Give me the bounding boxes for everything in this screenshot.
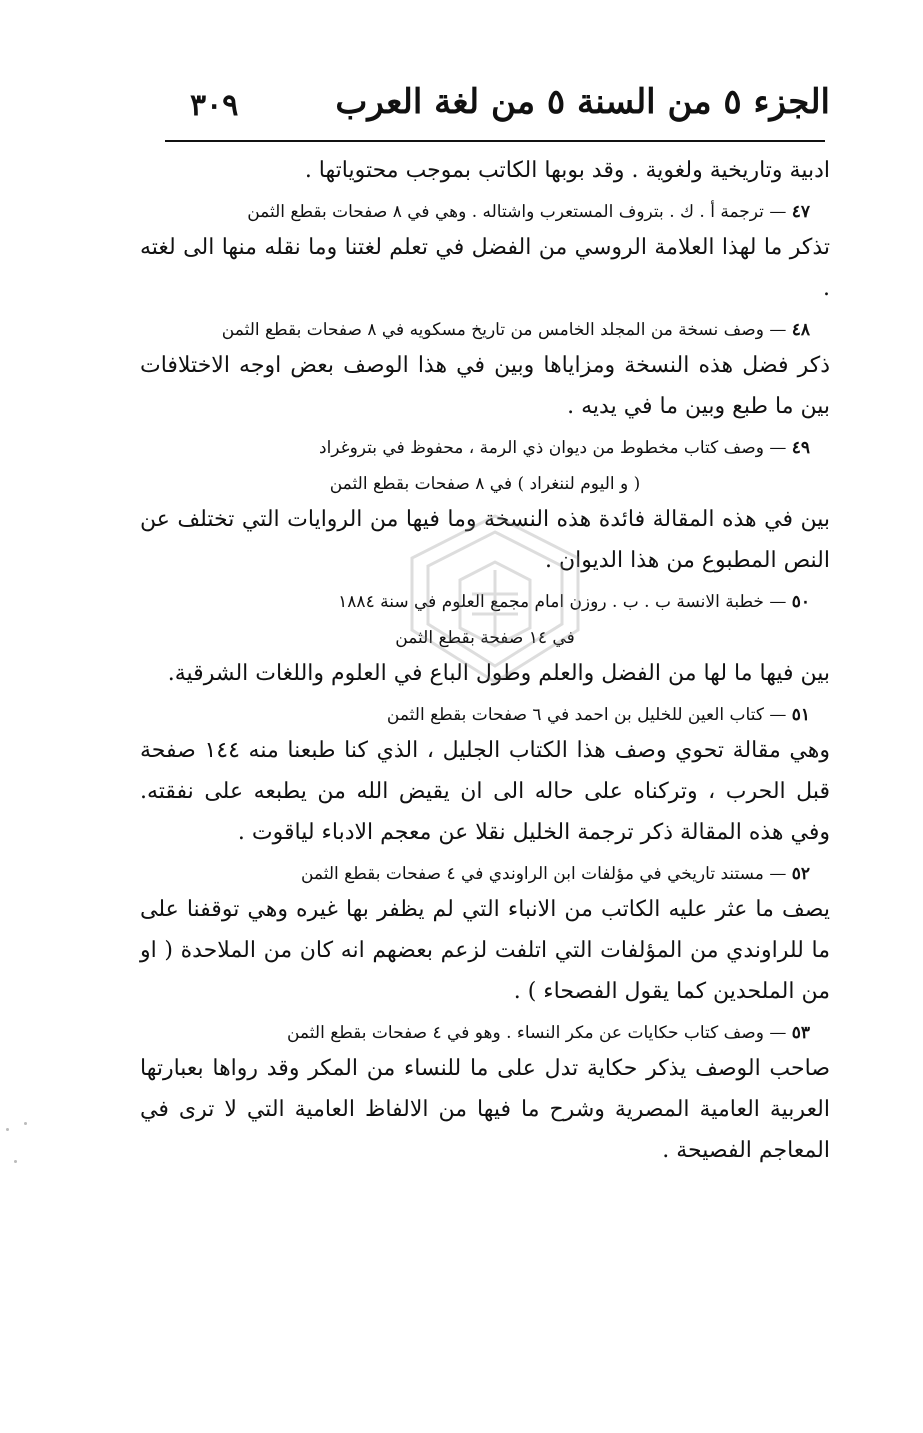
entry-title: — كتاب العين للخليل بن احمد في ٦ صفحات بقطع الثمن (386, 705, 787, 725)
entry-heading (140, 315, 810, 345)
entry-number: ٤٨ (791, 320, 810, 340)
page-body (140, 150, 830, 1171)
paragraph: بين فيها ما لها من الفضل والعلم وطول الباع في العلوم واللغات الشرقية. (167, 661, 830, 686)
entry-heading (140, 587, 810, 617)
entry-number: ٥٢ (791, 864, 810, 884)
entry-heading (140, 1018, 810, 1048)
paragraph: ادبية وتاريخية ولغوية . وقد بوبها الكاتب بموجب محتوياتها . (304, 158, 830, 183)
scan-speck (6, 1128, 9, 1131)
entry-number: ٥١ (791, 705, 810, 725)
entry-heading (140, 433, 810, 463)
entry-title: — وصف كتاب حكايات عن مكر النساء . وهو في ٤ صفحات بقطع الثمن (286, 1023, 787, 1043)
scan-speck (24, 1122, 27, 1125)
paragraph: بين في هذه المقالة فائدة هذه النسخة وما فيها من الروايات التي تختلف عن النص المطبوع من هذا الديوان . (140, 507, 830, 573)
entry-title: — وصف نسخة من المجلد الخامس من تاريخ مسكويه في ٨ صفحات بقطع الثمن (221, 320, 787, 340)
header-rule (165, 140, 825, 142)
page-number: ٣٠٩ (190, 88, 239, 123)
entry-heading (140, 859, 810, 889)
entry-number: ٤٧ (791, 202, 810, 222)
entry-title: — ترجمة أ . ك . بتروف المستعرب واشتاله . وهي في ٨ صفحات بقطع الثمن (247, 202, 787, 222)
entry-title: — خطبة الانسة ب . ب . روزن امام مجمع العلوم في سنة ١٨٨٤ (338, 592, 787, 612)
entry-number: ٥٠ (791, 592, 810, 612)
scan-specks (0, 1120, 60, 1180)
scan-speck (14, 1160, 17, 1163)
entry-heading-continuation: ( و اليوم لننغراد ) في ٨ صفحات بقطع الثمن (329, 474, 641, 494)
paragraph: ذكر فضل هذه النسخة ومزاياها وبين في هذا الوصف بعض اوجه الاختلافات بين ما طبع وبين ما في يديه . (140, 353, 830, 419)
entry-heading (140, 197, 810, 227)
paragraph: وهي مقالة تحوي وصف هذا الكتاب الجليل ، الذي كنا طبعنا منه ١٤٤ صفحة قبل الحرب ، وتركناه على حاله الى ان يقيض الله من يطبعه على نفقته. وفي هذه المقالة ذكر ترجمة الخليل نقلا عن معجم الادباء لياقوت . (140, 738, 830, 845)
entry-heading-continuation: في ١٤ صفحة بقطع الثمن (395, 628, 575, 648)
entry-heading (140, 700, 810, 730)
entry-number: ٥٣ (791, 1023, 810, 1043)
paragraph: صاحب الوصف يذكر حكاية تدل على ما للنساء من المكر وقد رواها بعبارتها العربية العامية المصرية وشرح ما فيها من الالفاظ العامية التي لا ترى في المعاجم الفصيحة . (140, 1056, 830, 1163)
paragraph: يصف ما عثر عليه الكاتب من الانباء التي لم يظفر بها غيره وهي توقفنا على ما للراوندي من المؤلفات التي اتلفت لزعم بعضهم انه كان من الملاحدة ( او من الملحدين كما يقول الفصحاء ) . (140, 897, 830, 1004)
entry-title: — وصف كتاب مخطوط من ديوان ذي الرمة ، محفوظ في بتروغراد (319, 438, 787, 458)
entry-title: — مستند تاريخي في مؤلفات ابن الراوندي في ٤ صفحات بقطع الثمن (300, 864, 787, 884)
paragraph: تذكر ما لهذا العلامة الروسي من الفضل في تعلم لغتنا وما نقله منها الى لغته . (140, 235, 830, 301)
page-header (150, 62, 830, 132)
running-title: الجزء ٥ من السنة ٥ من لغة العرب (335, 82, 830, 122)
entry-number: ٤٩ (791, 438, 810, 458)
